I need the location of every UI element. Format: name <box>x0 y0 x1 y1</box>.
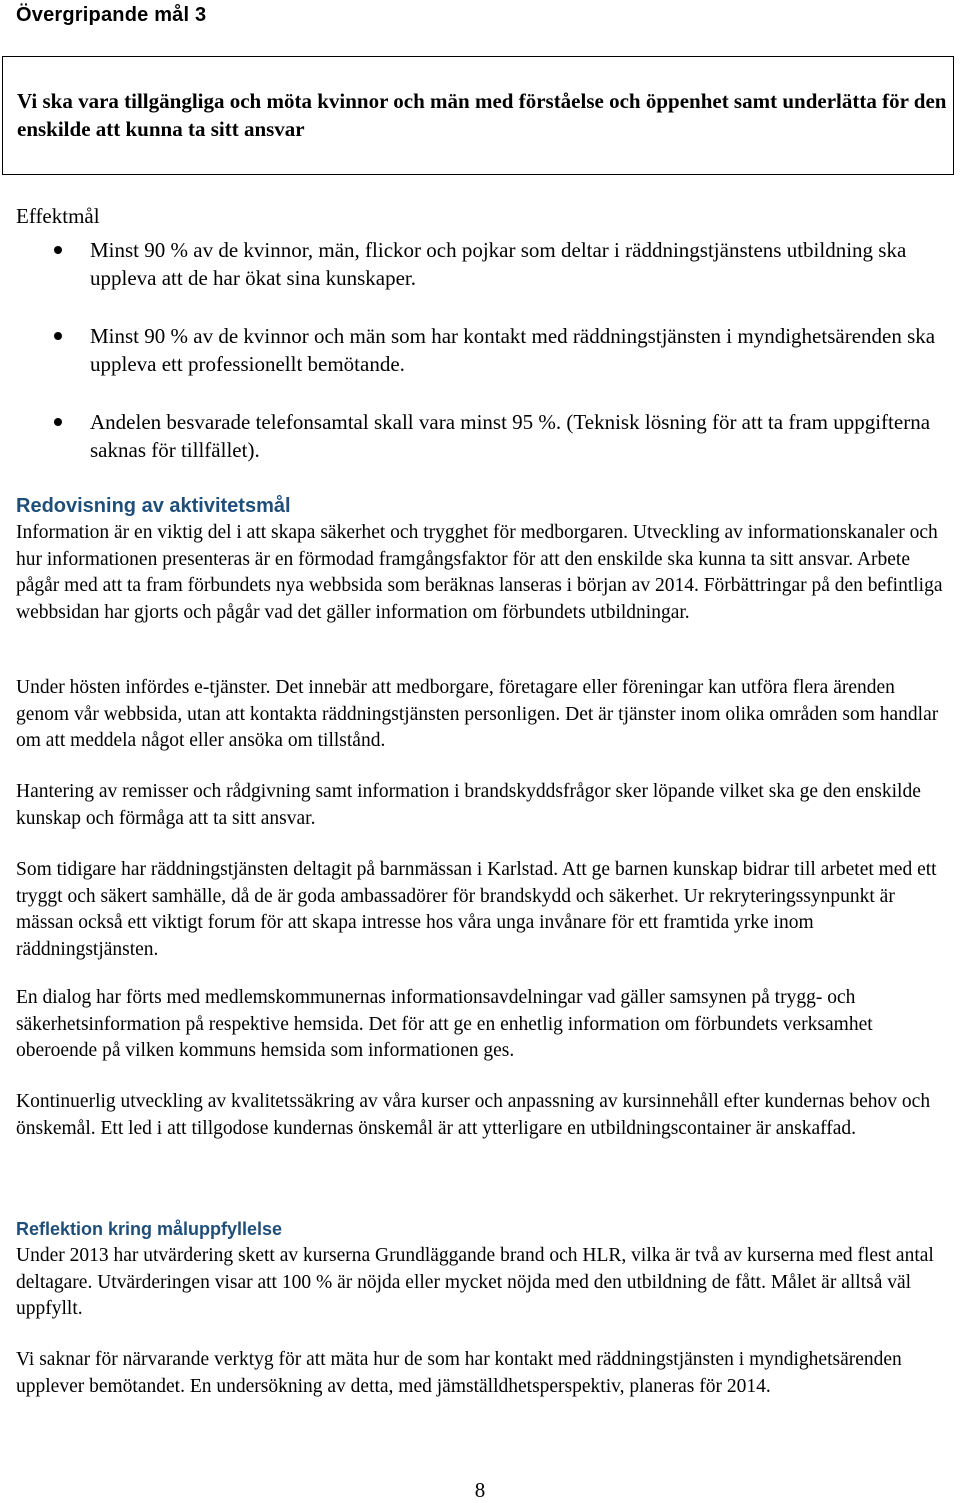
effektmal-item <box>90 408 940 464</box>
redovisning-paragraph: Information är en viktig del i att skapa säkerhet och trygghet för medborgaren. Utveckling av informationskanaler och hur informationen presenteras är en förmodad framgångsfaktor för att den enskilde ska kunna ta sitt ansvar. Arbete pågår med att ta fram förbundets nya webbsida som beräknas lanseras i början av 2014. Förbättringar på den befintliga webbsidan har gjorts och pågår vad det gäller information om förbundets utbildningar. <box>16 522 943 623</box>
effektmal-item-text: Minst 90 % av de kvinnor och män som har kontakt med räddningstjänsten i myndighetsärenden ska uppleva ett professionellt bemötande. <box>90 324 936 376</box>
page-number: 8 <box>474 1478 486 1502</box>
goal-statement: Vi ska vara tillgängliga och möta kvinnor och män med förståelse och öppenhet samt underlätta för den enskilde att kunna ta sitt ansvar <box>17 89 947 141</box>
goal-box <box>2 56 954 175</box>
reflektion-heading: Reflektion kring måluppfyllelse <box>16 1219 283 1239</box>
reflektion-paragraph: Vi saknar för närvarande verktyg för att mäta hur de som har kontakt med räddningstjänsten i myndighetsärenden upplever bemötandet. En undersökning av detta, med jämställdhetsperspektiv, planeras för 2014. <box>16 1349 902 1397</box>
bullet-dot-icon <box>54 332 62 340</box>
redovisning-paragraph: Hantering av remisser och rådgivning samt information i brandskyddsfrågor sker löpande vilket ska ge den enskilde kunskap och förmåga att ta sitt ansvar. <box>16 781 921 829</box>
redovisning-heading: Redovisning av aktivitetsmål <box>16 495 291 517</box>
effektmal-item-text: Minst 90 % av de kvinnor, män, flickor och pojkar som deltar i räddningstjänstens utbildning ska uppleva att de har ökat sina kunskaper. <box>90 238 907 290</box>
redovisning-paragraph: En dialog har förts med medlemskommunernas informationsavdelningar vad gäller samsynen på trygg- och säkerhetsinformation på respektive hemsida. Det för att ge en enhetlig information om förbundets verksamhet oberoende på vilken kommuns hemsida som informationen ges. <box>16 987 873 1061</box>
redovisning-paragraph: Som tidigare har räddningstjänsten deltagit på barnmässan i Karlstad. Att ge barnen kunskap bidrar till arbetet med ett tryggt och säkert samhälle, då de är goda ambassadörer för brandskydd och säkerhet. Ur rekryteringssynpunkt är mässan också ett viktigt forum för att skapa intresse hos våra unga invånare för ett framtida yrke inom räddningstjänsten. <box>16 859 937 960</box>
page-title: Övergripande mål 3 <box>16 4 207 26</box>
reflektion-paragraph: Under 2013 har utvärdering skett av kurserna Grundläggande brand och HLR, vilka är två av kurserna med flest antal deltagare. Utvärderingen visar att 100 % är nöjda eller mycket nöjda med den utbildning de fått. Målet är alltså väl uppfyllt. <box>16 1245 934 1319</box>
bullet-dot-icon <box>54 418 62 426</box>
effektmal-item <box>90 236 940 292</box>
effektmal-item-text: Andelen besvarade telefonsamtal skall vara minst 95 %. (Teknisk lösning för att ta fram uppgifterna saknas för tillfället). <box>90 410 931 462</box>
effektmal-heading: Effektmål <box>16 204 100 228</box>
redovisning-paragraph: Under hösten infördes e-tjänster. Det innebär att medborgare, företagare eller föreningar kan utföra flera ärenden genom vår webbsida, utan att kontakta räddningstjänsten personligen. Det är tjänster inom olika områden som handlar om att meddela något eller ansöka om tillstånd. <box>16 677 939 751</box>
redovisning-paragraph: Kontinuerlig utveckling av kvalitetssäkring av våra kurser och anpassning av kursinnehåll efter kundernas behov och önskemål. Ett led i att tillgodose kundernas önskemål är att ytterligare en utbildningscontainer är anskaffad. <box>16 1091 931 1139</box>
effektmal-item <box>90 322 940 378</box>
bullet-dot-icon <box>54 246 62 254</box>
